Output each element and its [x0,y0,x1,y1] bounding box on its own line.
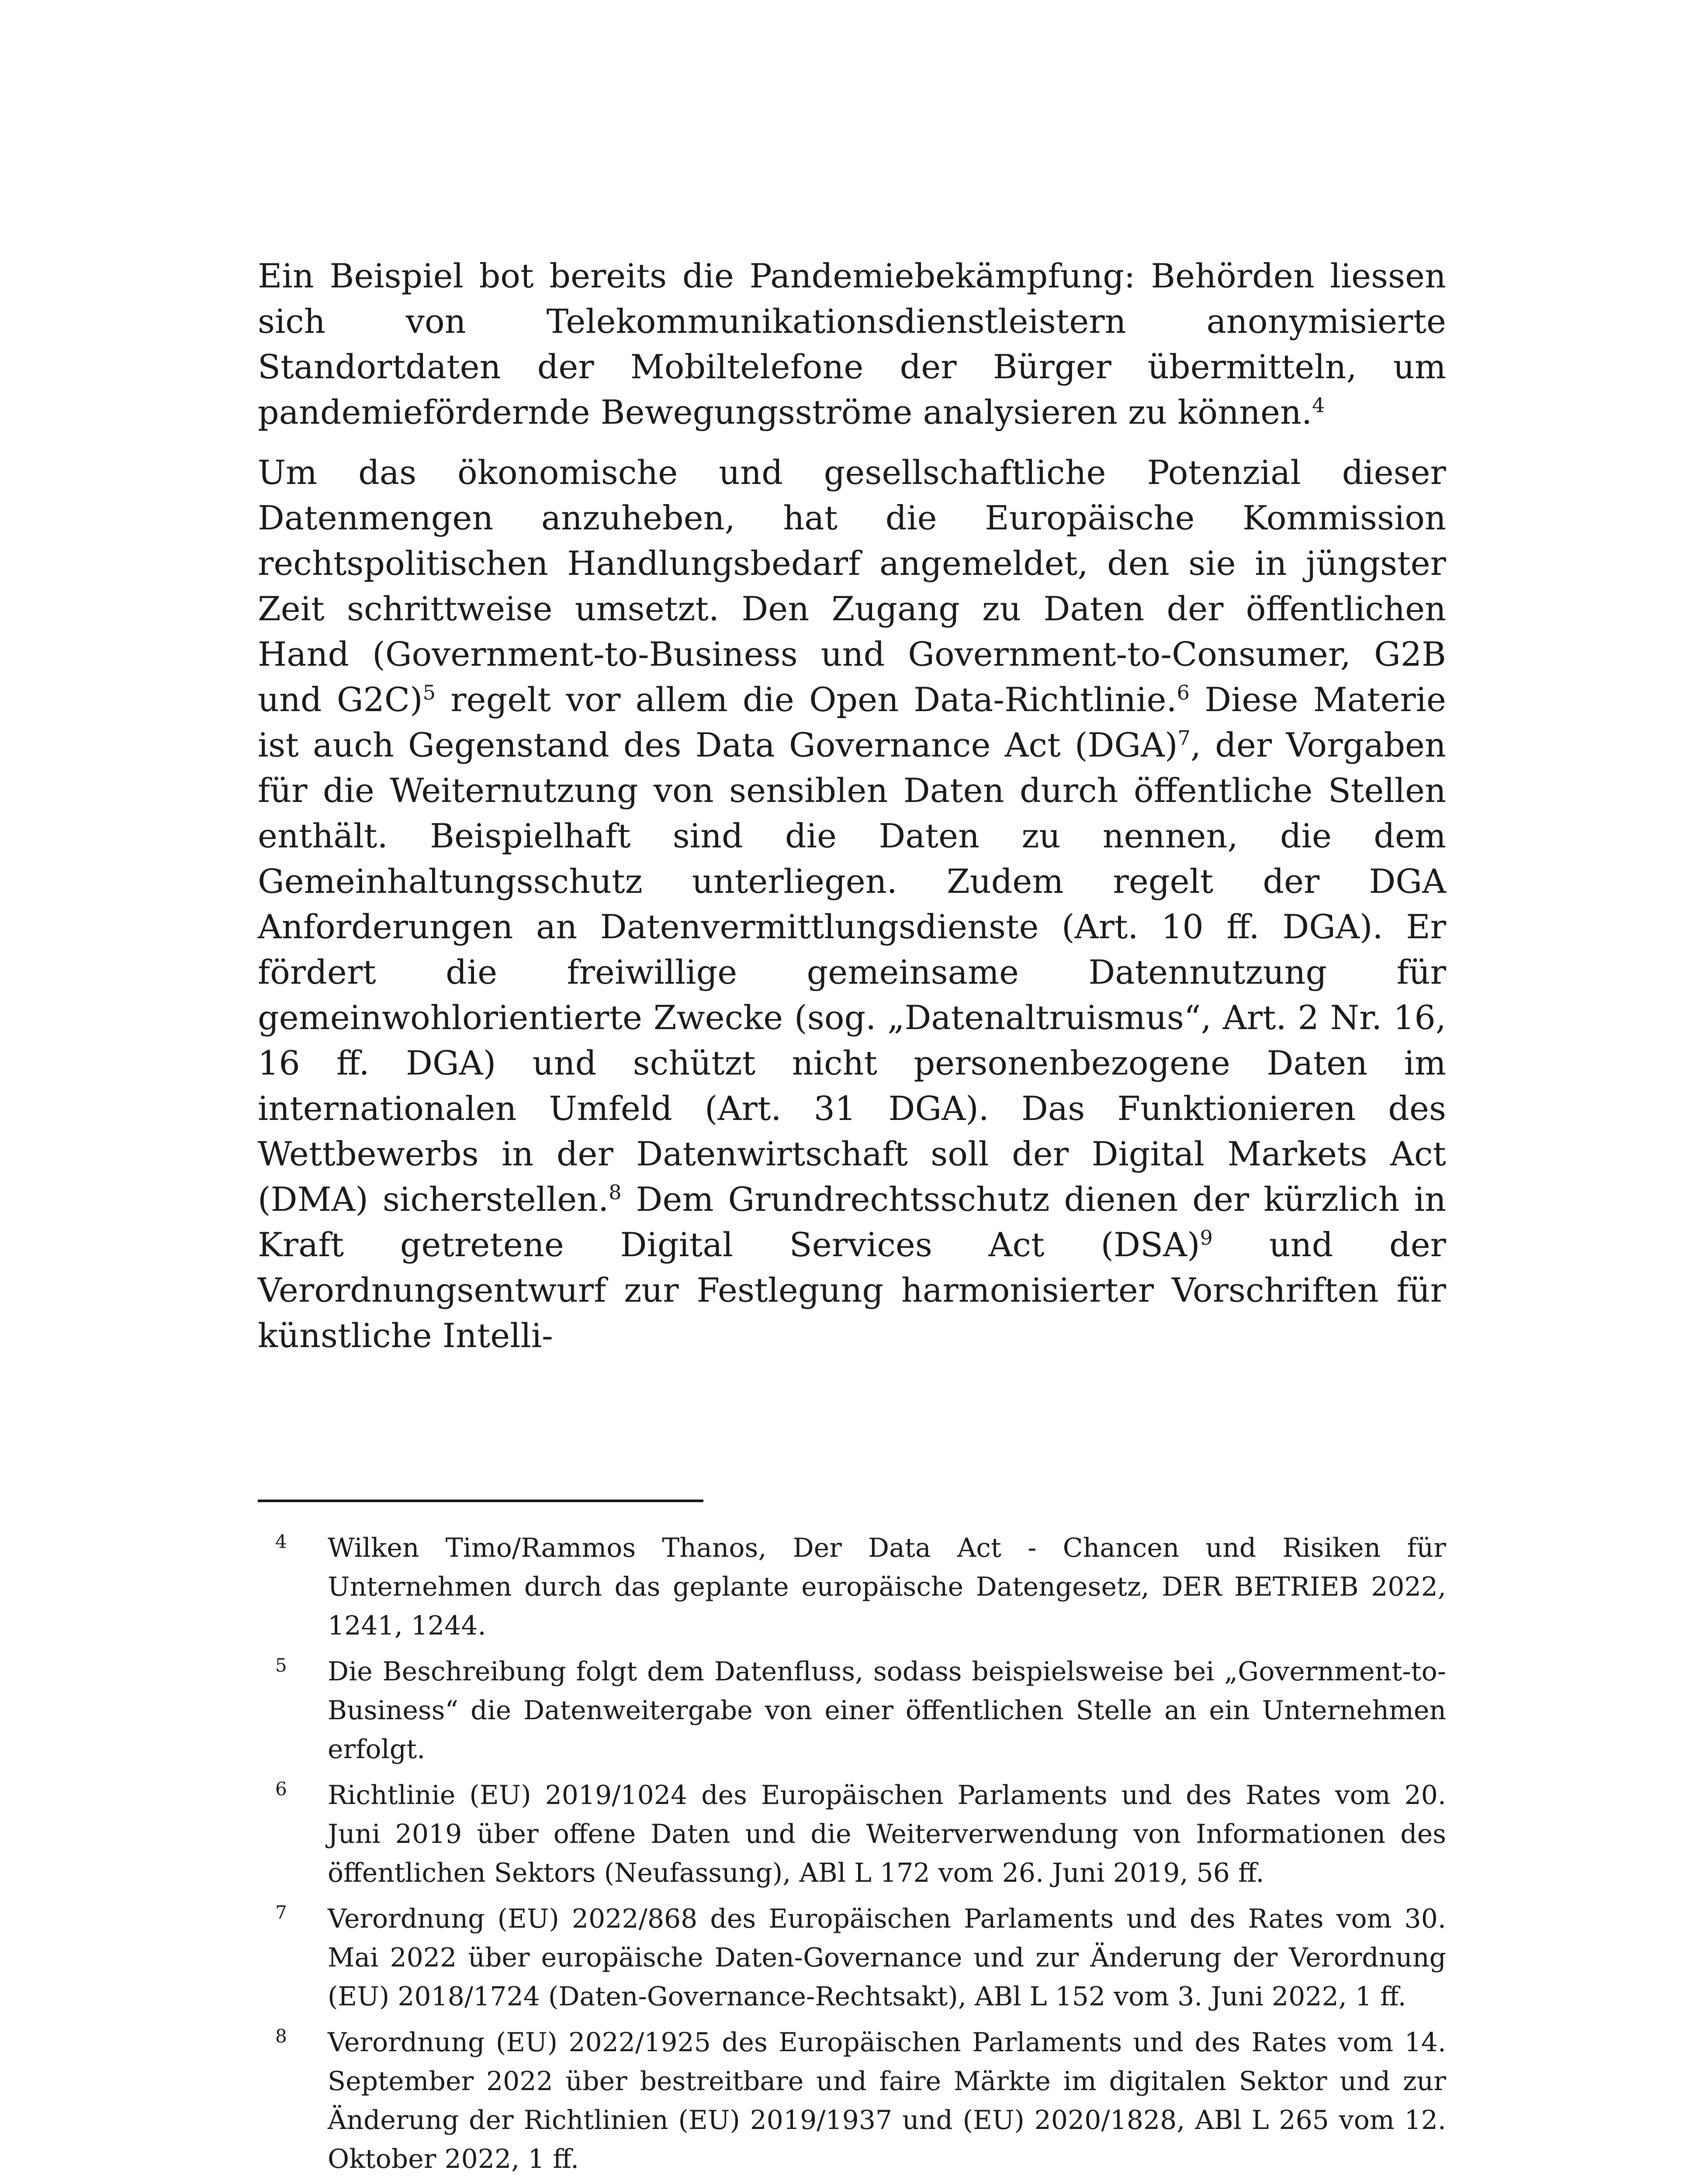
body-text [258,253,1446,1358]
footnote [258,1652,1446,1769]
paragraph-text: , der Vorgaben für die Weiternutzung von sensiblen Daten durch öffentliche Stellen enthält. Beispielhaft sind die Daten zu nennen, die dem Gemeinhaltungsschutz unterliegen. Zudem regelt der DGA Anforderungen an Datenvermittlungsdienste (Art. 10 ff. DGA). Er fördert die freiwillige gemeinsame Datennutzung für gemeinwohlorientierte Zwecke (sog. „Datenaltruismus“, Art. 2 Nr. 16, 16 ff. DGA) und schützt nicht personenbezogene Daten im internationalen Umfeld (Art. 31 DGA). Das Funktionieren des Wettbewerbs in der Datenwirtschaft soll der Digital Markets Act (DMA) sicherstellen. [258,726,1446,1219]
footnote [258,1529,1446,1645]
footnote-number: 4 [275,1531,287,1552]
paragraph-text: und der Verordnungsentwurf zur Festlegung harmonisierter Vorschriften für künstliche Intelli- [258,1225,1446,1355]
footnote-reference[interactable]: 8 [609,1180,622,1204]
footnote-text: Verordnung (EU) 2022/868 des Europäischen Parlaments und des Rates vom 30. Mai 2022 über europäische Daten-Governance und zur Änderung der Verordnung (EU) 2018/1724 (Daten-Governance-Rechtsakt), ABl L 152 vom 3. Juni 2022, 1 ff. [328,1904,1446,2012]
footnote [258,2023,1446,2179]
footnote-number: 6 [275,1778,287,1800]
footnote [258,1900,1446,2016]
footnote [258,1776,1446,1893]
paragraph-text: Dem Grundrechtsschutz dienen der kürzlich in Kraft getretene Digital Services Act (DSA) [258,1180,1446,1264]
footnote-text: Richtlinie (EU) 2019/1024 des Europäischen Parlaments und des Rates vom 20. Juni 2019 über offene Daten und die Weiterverwendung von Informationen des öffentlichen Sektors (Neufassung), ABl L 172 vom 26. Juni 2019, 56 ff. [328,1780,1446,1888]
footnote-number: 7 [275,1902,287,1923]
footnote-text: Die Beschreibung folgt dem Datenfluss, sodass beispielsweise bei „Government-to-Business“ die Datenweitergabe von einer öffentlichen Stelle an ein Unternehmen erfolgt. [328,1656,1446,1765]
footnote-reference[interactable]: 6 [1177,681,1190,705]
footnote-reference[interactable]: 5 [422,681,436,705]
paragraph [258,450,1446,1358]
footnote-text: Verordnung (EU) 2022/1925 des Europäischen Parlaments und des Rates vom 14. September 2022 über bestreitbare und faire Märkte im digitalen Sektor und zur Änderung der Richtlinien (EU) 2019/1937 und (EU) 2020/1828, ABl L 265 vom 12. Oktober 2022, 1 ff. [328,2027,1446,2174]
footnote-number: 8 [275,2025,287,2047]
paragraph-text: Ein Beispiel bot bereits die Pandemiebekämpfung: Behörden liessen sich von Telekommunikationsdienstleistern anonymisierte Standortdaten der Mobiltelefone der Bürger übermitteln, um pandemiefördernde Bewegungsströme analysieren zu können. [258,256,1446,432]
footnote-reference[interactable]: 4 [1312,393,1325,417]
paragraph-text: regelt vor allem die Open Data-Richtlinie. [435,680,1177,719]
footnote-reference[interactable]: 7 [1177,726,1191,750]
footnote-number: 5 [275,1655,287,1676]
footnote-text: Wilken Timo/Rammos Thanos, Der Data Act - Chancen und Risiken für Unternehmen durch das geplante europäische Datengesetz, DER BETRIEB 2022, 1241, 1244. [328,1533,1446,1641]
footnote-divider [258,1500,703,1502]
footnote-reference[interactable]: 9 [1200,1226,1213,1250]
paragraph-text: Diese Materie ist auch Gegenstand des Data Governance Act (DGA) [258,680,1446,764]
paragraph-text: Um das ökonomische und gesellschaftliche Potenzial dieser Datenmengen anzuheben, hat die Europäische Kommission rechtspolitischen Handlungsbedarf angemeldet, den sie in jüngster Zeit schrittweise umsetzt. Den Zugang zu Daten der öffentlichen Hand (Government-to-Business und Government-to-Consumer, G2B und G2C) [258,453,1446,719]
paragraph [258,253,1446,435]
footnotes [258,1529,1446,2184]
